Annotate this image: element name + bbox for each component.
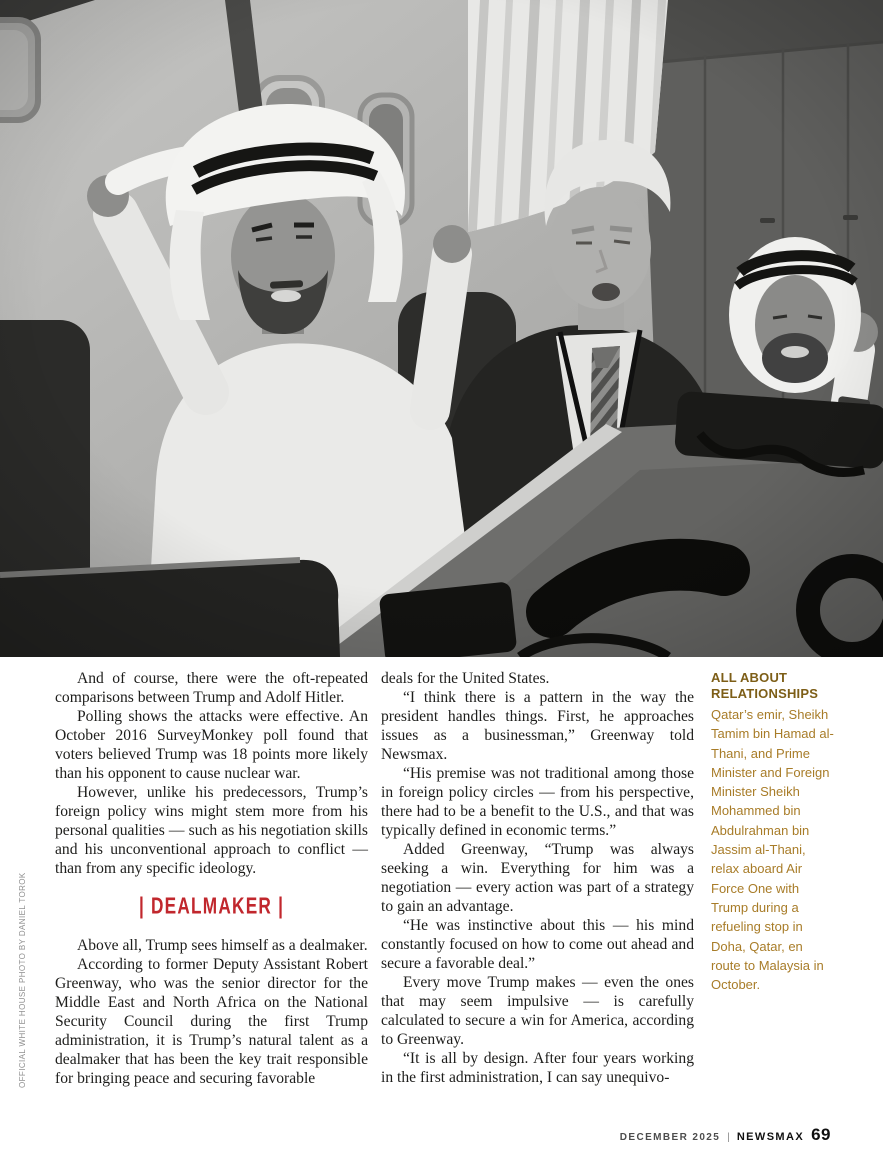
- article-paragraph: “It is all by design. After four years working in the first administration, I can say unequivo-: [381, 1050, 694, 1086]
- article-paragraph: Above all, Trump sees himself as a dealmaker.: [77, 937, 368, 954]
- article-column-middle: [381, 669, 694, 1087]
- article-paragraph: deals for the United States.: [381, 670, 550, 687]
- article-paragraph: Added Greenway, “Trump was always seeking a win. Everything for him was a negotiation — every action was part of a strategy to gain an advantage.: [381, 841, 694, 915]
- footer-issue-date: DECEMBER 2025: [619, 1132, 721, 1143]
- footer-brand: NEWSMAX: [736, 1131, 805, 1143]
- caption-text: Qatar’s emir, Sheikh Tamim bin Hamad al-Thani, and Prime Minister and Foreign Minister Sheikh Mohammed bin Abdulrahman bin Jassim al-Thani, relax aboard Air Force One with Trump during a refueling stop in Doha, Qatar, en route to Malaysia in October.: [711, 707, 834, 993]
- article-paragraph: “I think there is a pattern in the way the president handles things. First, he approaches issues as a businessman,” Greenway told Newsmax.: [381, 689, 694, 763]
- footer-page-number: 69: [811, 1125, 831, 1144]
- dealmaker-section-heading-text: | DEALMAKER |: [138, 894, 285, 919]
- article-paragraph: Polling shows the attacks were effective. An October 2016 SurveyMonkey poll found that voters believed Trump was 18 points more likely than his opponent to cause nuclear war.: [55, 708, 368, 782]
- article-column-left: [55, 669, 368, 1088]
- article-paragraph: And of course, there were the oft-repeated comparisons between Trump and Adolf Hitler.: [55, 670, 368, 706]
- caption-heading: ALL ABOUT RELATIONSHIPS: [711, 670, 819, 701]
- article-paragraph: However, unlike his predecessors, Trump’s foreign policy wins might stem more from his personal qualities — such as his negotiation skills and his unconventional approach to conflict — than from any specific ideology.: [55, 784, 368, 877]
- photo-caption-sidebar: [711, 670, 835, 994]
- article-paragraph: “He was instinctive about this — his mind constantly focused on how to come out ahead and secure a favorable deal.”: [381, 917, 694, 972]
- article-paragraph: Every move Trump makes — even the ones that may seem impulsive — is carefully calculated to secure a win for America, according to Greenway.: [381, 974, 694, 1048]
- article-paragraph: According to former Deputy Assistant Robert Greenway, who was the senior director for the Middle East and North Africa on the National Security Council during the first Trump administration, it is Trump’s natural talent as a dealmaker that has been the key trait responsible for bringing peace and securing favorable: [55, 956, 368, 1087]
- page-footer: [620, 1125, 831, 1145]
- footer-separator: |: [727, 1132, 730, 1143]
- article-paragraph: “His premise was not traditional among those in foreign policy circles — from his perspective, there had to be a benefit to the U.S., and that was typically defined in economic terms.”: [381, 765, 694, 839]
- dealmaker-section-heading: [55, 895, 368, 919]
- photo-credit: OFFICIAL WHITE HOUSE PHOTO BY DANIEL TOROK: [18, 872, 27, 1088]
